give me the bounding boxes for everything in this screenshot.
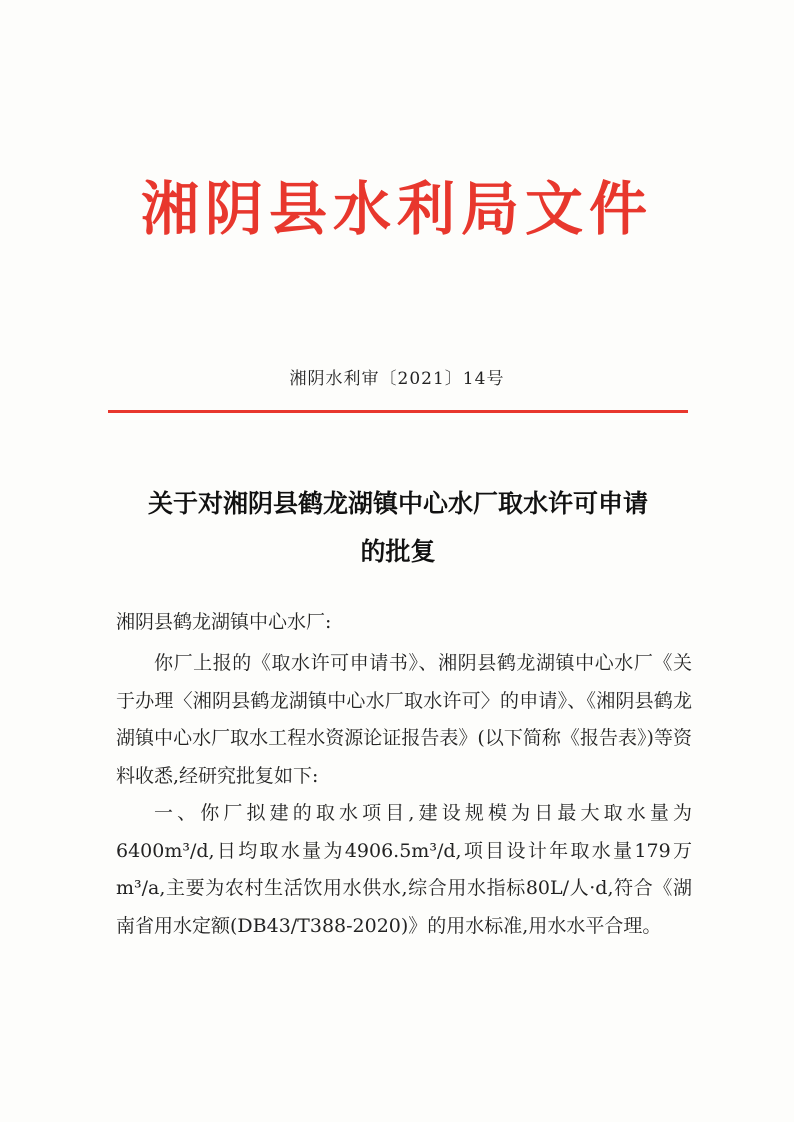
red-divider-line	[108, 410, 688, 413]
body-paragraph-1: 你厂上报的《取水许可申请书》、湘阴县鹤龙湖镇中心水厂《关于办理〈湘阴县鹤龙湖镇中心水厂取水许可〉的申请》、《湘阴县鹤龙湖镇中心水厂取水工程水资源论证报告表》(以下简称《报告表》)等资料收悉,经研究批复如下:	[116, 652, 692, 787]
document-subject	[80, 480, 716, 576]
subject-line-1: 关于对湘阴县鹤龙湖镇中心水厂取水许可申请	[147, 489, 648, 518]
body-paragraph-2: 一、你厂拟建的取水项目,建设规模为日最大取水量为6400m³/d,日均取水量为4906.5m³/d,项目设计年取水量179万m³/a,主要为农村生活饮用水供水,综合用水指标80L/人·d,符合《湖南省用水定额(DB43/T388-2020)》的用水标准,用水水平合理。	[116, 802, 692, 937]
document-body	[116, 645, 692, 945]
addressee: 湘阴县鹤龙湖镇中心水厂:	[116, 611, 332, 633]
subject-line-2: 的批复	[360, 537, 436, 566]
issuing-agency-title: 湘阴县水利局文件	[140, 175, 653, 243]
document-number: 湘阴水利审〔2021〕14号	[289, 369, 505, 389]
